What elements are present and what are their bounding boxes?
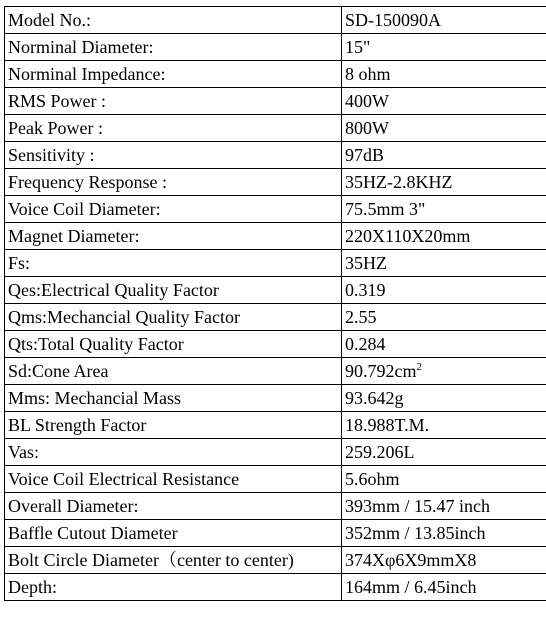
- spec-row: [5, 7, 546, 34]
- spec-label: BL Strength Factor: [5, 412, 342, 439]
- spec-row: [5, 304, 546, 331]
- spec-value: 0.284: [342, 331, 546, 358]
- spec-value: 393mm / 15.47 inch: [342, 493, 546, 520]
- spec-label: Voice Coil Electrical Resistance: [5, 466, 342, 493]
- spec-label: Mms: Mechancial Mass: [5, 385, 342, 412]
- spec-label: Voice Coil Diameter:: [5, 196, 342, 223]
- spec-row: [5, 358, 546, 385]
- spec-row: [5, 520, 546, 547]
- spec-value: [342, 358, 546, 385]
- spec-value: 800W: [342, 115, 546, 142]
- spec-row: [5, 412, 546, 439]
- spec-label: Fs:: [5, 250, 342, 277]
- spec-value: 18.988T.M.: [342, 412, 546, 439]
- spec-value: 352mm / 13.85inch: [342, 520, 546, 547]
- spec-row: [5, 169, 546, 196]
- spec-value: 400W: [342, 88, 546, 115]
- spec-label: Qts:Total Quality Factor: [5, 331, 342, 358]
- spec-value: SD-150090A: [342, 7, 546, 34]
- spec-label: Depth:: [5, 574, 342, 601]
- spec-row: [5, 331, 546, 358]
- speaker-spec-table: [4, 6, 546, 601]
- spec-label: Bolt Circle Diameter（center to center): [5, 547, 342, 574]
- spec-label: RMS Power :: [5, 88, 342, 115]
- spec-value: 15": [342, 34, 546, 61]
- spec-label: Qms:Mechancial Quality Factor: [5, 304, 342, 331]
- spec-label: Norminal Impedance:: [5, 61, 342, 88]
- spec-value: 2.55: [342, 304, 546, 331]
- spec-label: Frequency Response :: [5, 169, 342, 196]
- spec-value: 0.319: [342, 277, 546, 304]
- spec-value: 8 ohm: [342, 61, 546, 88]
- spec-row: [5, 61, 546, 88]
- spec-value: 35HZ-2.8KHZ: [342, 169, 546, 196]
- spec-row: [5, 547, 546, 574]
- spec-value: 93.642g: [342, 385, 546, 412]
- spec-row: [5, 115, 546, 142]
- spec-row: [5, 277, 546, 304]
- spec-label: Norminal Diameter:: [5, 34, 342, 61]
- spec-row: [5, 250, 546, 277]
- spec-label: Sd:Cone Area: [5, 358, 342, 385]
- spec-row: [5, 223, 546, 250]
- spec-value: 374Xφ6X9mmX8: [342, 547, 546, 574]
- spec-label: Overall Diameter:: [5, 493, 342, 520]
- spec-value: 5.6ohm: [342, 466, 546, 493]
- spec-row: [5, 142, 546, 169]
- spec-table-body: [5, 7, 546, 601]
- spec-row: [5, 34, 546, 61]
- spec-row: [5, 493, 546, 520]
- spec-label: Model No.:: [5, 7, 342, 34]
- spec-label: Baffle Cutout Diameter: [5, 520, 342, 547]
- spec-label: Peak Power :: [5, 115, 342, 142]
- spec-row: [5, 574, 546, 601]
- spec-value-superscript: 2: [416, 361, 422, 373]
- spec-value-text: 90.792cm: [345, 361, 417, 381]
- spec-row: [5, 466, 546, 493]
- spec-label: Qes:Electrical Quality Factor: [5, 277, 342, 304]
- spec-value: 97dB: [342, 142, 546, 169]
- spec-label: Sensitivity :: [5, 142, 342, 169]
- spec-row: [5, 385, 546, 412]
- spec-value: 75.5mm 3": [342, 196, 546, 223]
- spec-value: 35HZ: [342, 250, 546, 277]
- spec-value: 220X110X20mm: [342, 223, 546, 250]
- spec-value: 259.206L: [342, 439, 546, 466]
- spec-label: Magnet Diameter:: [5, 223, 342, 250]
- spec-row: [5, 88, 546, 115]
- spec-label: Vas:: [5, 439, 342, 466]
- spec-value: 164mm / 6.45inch: [342, 574, 546, 601]
- spec-row: [5, 196, 546, 223]
- spec-row: [5, 439, 546, 466]
